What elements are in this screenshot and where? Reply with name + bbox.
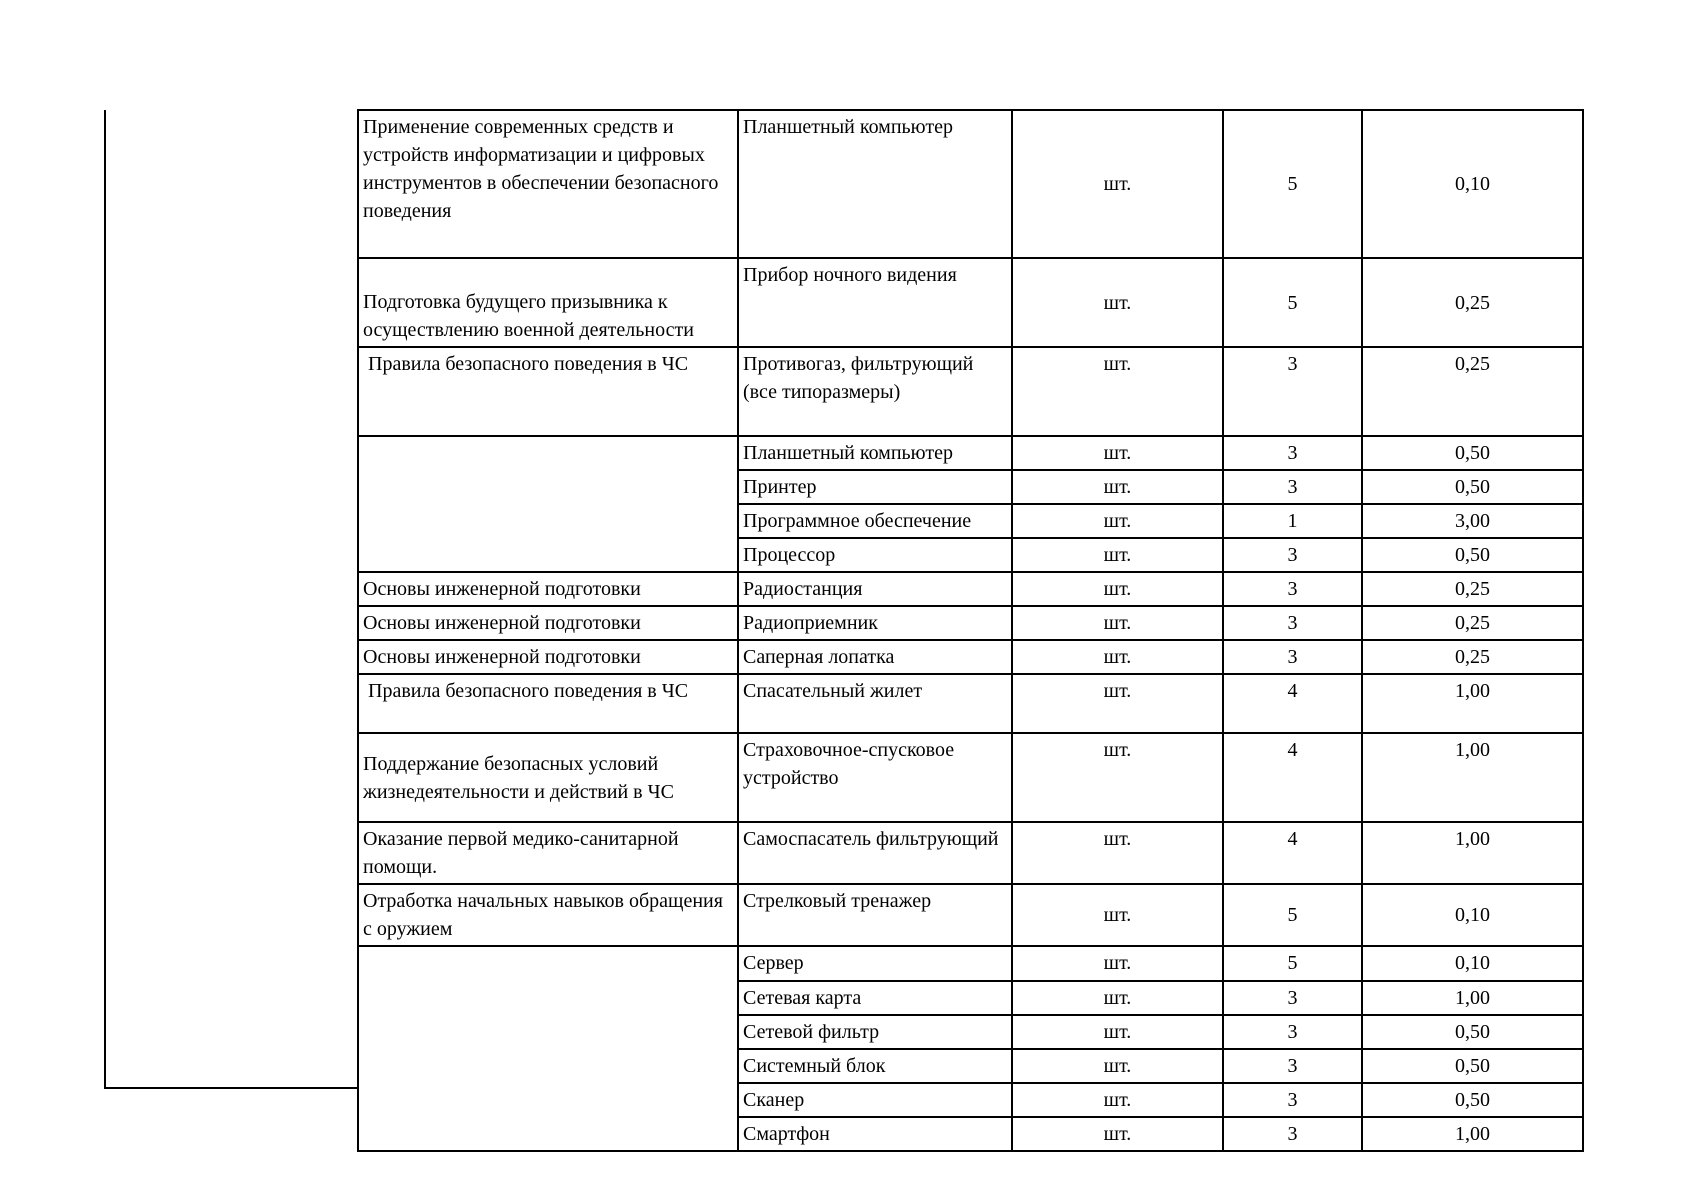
norm-cell: 0,50 — [1362, 1015, 1583, 1049]
norm-cell: 0,50 — [1362, 538, 1583, 572]
table-row — [358, 674, 1583, 733]
item-cell: Сетевая карта — [738, 981, 1012, 1015]
norm-cell: 0,25 — [1362, 640, 1583, 674]
unit-cell: шт. — [1012, 258, 1223, 347]
unit-cell: шт. — [1012, 1117, 1223, 1151]
item-cell: Планшетный компьютер — [738, 436, 1012, 470]
topic-cell: Оказание первой медико-санитарной помощи. — [358, 822, 738, 884]
topic-cell: Основы инженерной подготовки — [358, 606, 738, 640]
table-row — [358, 258, 1583, 347]
qty-cell: 1 — [1223, 504, 1362, 538]
topic-cell: Применение современных средств и устройств информатизации и цифровых инструментов в обеспечении безопасного поведения — [358, 110, 738, 258]
table-row — [358, 110, 1583, 258]
unit-cell: шт. — [1012, 733, 1223, 822]
qty-cell: 3 — [1223, 1083, 1362, 1117]
qty-cell: 4 — [1223, 733, 1362, 822]
qty-cell: 3 — [1223, 606, 1362, 640]
norm-cell: 1,00 — [1362, 1117, 1583, 1151]
table-row — [358, 436, 1583, 470]
unit-cell: шт. — [1012, 347, 1223, 436]
norm-cell: 0,25 — [1362, 572, 1583, 606]
unit-cell: шт. — [1012, 822, 1223, 884]
table-row — [358, 884, 1583, 946]
equipment-table — [357, 109, 1584, 1152]
qty-cell: 3 — [1223, 981, 1362, 1015]
item-cell: Сервер — [738, 946, 1012, 981]
unit-cell: шт. — [1012, 572, 1223, 606]
unit-cell: шт. — [1012, 884, 1223, 946]
qty-cell: 3 — [1223, 538, 1362, 572]
unit-cell: шт. — [1012, 946, 1223, 981]
item-cell: Противогаз, фильтрующий (все типоразмеры) — [738, 347, 1012, 436]
table-row — [358, 347, 1583, 436]
item-cell: Программное обеспечение — [738, 504, 1012, 538]
item-cell: Сетевой фильтр — [738, 1015, 1012, 1049]
norm-cell: 1,00 — [1362, 822, 1583, 884]
qty-cell: 3 — [1223, 640, 1362, 674]
norm-cell: 0,50 — [1362, 1049, 1583, 1083]
norm-cell: 1,00 — [1362, 981, 1583, 1015]
unit-cell: шт. — [1012, 436, 1223, 470]
topic-cell: Основы инженерной подготовки — [358, 572, 738, 606]
qty-cell: 5 — [1223, 258, 1362, 347]
unit-cell: шт. — [1012, 538, 1223, 572]
unit-cell: шт. — [1012, 470, 1223, 504]
qty-cell: 5 — [1223, 884, 1362, 946]
qty-cell: 3 — [1223, 470, 1362, 504]
unit-cell: шт. — [1012, 1083, 1223, 1117]
norm-cell: 1,00 — [1362, 733, 1583, 822]
unit-cell: шт. — [1012, 606, 1223, 640]
item-cell: Системный блок — [738, 1049, 1012, 1083]
qty-cell: 3 — [1223, 436, 1362, 470]
item-cell: Саперная лопатка — [738, 640, 1012, 674]
qty-cell: 5 — [1223, 946, 1362, 981]
norm-cell: 1,00 — [1362, 674, 1583, 733]
table-row — [358, 946, 1583, 981]
qty-cell: 3 — [1223, 1117, 1362, 1151]
item-cell: Стрелковый тренажер — [738, 884, 1012, 946]
qty-cell: 4 — [1223, 822, 1362, 884]
unit-cell: шт. — [1012, 640, 1223, 674]
norm-cell: 0,25 — [1362, 258, 1583, 347]
topic-cell-empty — [358, 946, 738, 1151]
table-row — [358, 733, 1583, 822]
qty-cell: 4 — [1223, 674, 1362, 733]
qty-cell: 3 — [1223, 1049, 1362, 1083]
item-cell: Самоспасатель фильтрующий — [738, 822, 1012, 884]
item-cell: Радиоприемник — [738, 606, 1012, 640]
table-row — [358, 822, 1583, 884]
norm-cell: 0,50 — [1362, 436, 1583, 470]
item-cell: Смартфон — [738, 1117, 1012, 1151]
item-cell: Сканер — [738, 1083, 1012, 1117]
norm-cell: 0,25 — [1362, 347, 1583, 436]
unit-cell: шт. — [1012, 110, 1223, 258]
unit-cell: шт. — [1012, 1015, 1223, 1049]
item-cell: Прибор ночного видения — [738, 258, 1012, 347]
item-cell: Спасательный жилет — [738, 674, 1012, 733]
unit-cell: шт. — [1012, 674, 1223, 733]
topic-cell: Основы инженерной подготовки — [358, 640, 738, 674]
norm-cell: 0,50 — [1362, 1083, 1583, 1117]
norm-cell: 0,50 — [1362, 470, 1583, 504]
item-cell: Страховочное-спусковое устройство — [738, 733, 1012, 822]
item-cell: Радиостанция — [738, 572, 1012, 606]
topic-cell: Правила безопасного поведения в ЧС — [358, 347, 738, 436]
unit-cell: шт. — [1012, 1049, 1223, 1083]
norm-cell: 0,10 — [1362, 884, 1583, 946]
first-column-blank — [104, 110, 358, 1089]
norm-cell: 0,10 — [1362, 110, 1583, 258]
topic-cell-empty — [358, 436, 738, 572]
topic-cell: Подготовка будущего призывника к осуществлению военной деятельности — [358, 258, 738, 347]
norm-cell: 3,00 — [1362, 504, 1583, 538]
topic-cell: Поддержание безопасных условий жизнедеятельности и действий в ЧС — [358, 733, 738, 822]
qty-cell: 3 — [1223, 347, 1362, 436]
norm-cell: 0,10 — [1362, 946, 1583, 981]
topic-cell: Правила безопасного поведения в ЧС — [358, 674, 738, 733]
qty-cell: 5 — [1223, 110, 1362, 258]
qty-cell: 3 — [1223, 1015, 1362, 1049]
item-cell: Принтер — [738, 470, 1012, 504]
table-row — [358, 640, 1583, 674]
item-cell: Процессор — [738, 538, 1012, 572]
table-row — [358, 606, 1583, 640]
unit-cell: шт. — [1012, 504, 1223, 538]
unit-cell: шт. — [1012, 981, 1223, 1015]
qty-cell: 3 — [1223, 572, 1362, 606]
table-row — [358, 572, 1583, 606]
item-cell: Планшетный компьютер — [738, 110, 1012, 258]
norm-cell: 0,25 — [1362, 606, 1583, 640]
topic-cell: Отработка начальных навыков обращения с оружием — [358, 884, 738, 946]
